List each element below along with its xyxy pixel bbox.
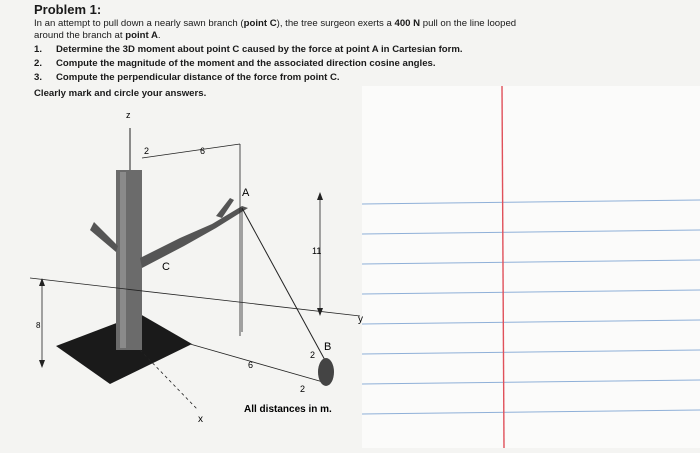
- y-axis: [30, 278, 360, 316]
- axis-z-label: z: [126, 110, 131, 120]
- task-text: point A: [346, 44, 379, 55]
- intro-text: In an attempt to pull down a nearly sawn branch (: [34, 18, 244, 29]
- notebook-lines: [362, 86, 700, 448]
- dim-6-top: 6: [200, 146, 206, 156]
- task-text: Determine the 3D moment about: [56, 44, 207, 55]
- point-c-label: C: [162, 261, 170, 273]
- dim-2-ground: 2: [300, 384, 306, 394]
- intro-text: pull on the line looped: [420, 18, 517, 29]
- task-number: 3.: [34, 72, 43, 83]
- dim-top: [142, 144, 240, 158]
- task-2: Compute the magnitude of the moment and the associated direction cosine angles.: [56, 58, 436, 69]
- dim-2-b: 2: [310, 350, 316, 360]
- intro-line-2: [34, 30, 161, 42]
- intro-force: 400 N: [394, 18, 421, 29]
- task-text: caused by the force at: [239, 44, 347, 55]
- notebook-paper: [362, 86, 700, 448]
- intro-text: ), the tree surgeon exerts a: [276, 18, 395, 29]
- rope-line: [242, 208, 326, 362]
- point-b-label: B: [324, 341, 332, 353]
- task-text: point C.: [303, 72, 340, 83]
- x-axis: [140, 350, 198, 410]
- left-branch: [90, 222, 118, 252]
- task-text: in Cartesian form.: [378, 44, 463, 55]
- problem-title: Problem 1:: [34, 2, 102, 17]
- intro-text: .: [157, 30, 161, 41]
- intro-point-c: point C: [243, 18, 277, 29]
- intro-point-a: point A: [125, 30, 158, 41]
- axis-y-label: y: [358, 314, 363, 325]
- tree-branch: [140, 206, 248, 268]
- notebook-margin: [502, 86, 504, 448]
- dim-8: 8: [36, 321, 41, 330]
- ground-line: [190, 344, 330, 384]
- task-number: 2.: [34, 58, 43, 69]
- task-text: point C: [206, 44, 240, 55]
- task-text: Compute the perpendicular distance of the force from: [56, 72, 304, 83]
- dim-6-ground: 6: [248, 360, 254, 370]
- dim-11: 11: [312, 246, 322, 256]
- intro-text: around the branch at: [34, 30, 126, 41]
- dim-2-top: 2: [144, 146, 150, 156]
- point-a-label: A: [242, 187, 250, 199]
- instruction: Clearly mark and circle your answers.: [34, 88, 207, 99]
- intro-line-1: [34, 18, 516, 30]
- figure-caption: All distances in m.: [244, 404, 332, 415]
- tree-trunk: [116, 170, 142, 350]
- task-1: [56, 44, 463, 55]
- task-3: [56, 72, 340, 83]
- tree-diagram: [30, 100, 370, 440]
- task-number: 1.: [34, 44, 43, 55]
- surgeon-figure: [318, 358, 334, 386]
- axis-x-label: x: [198, 414, 203, 425]
